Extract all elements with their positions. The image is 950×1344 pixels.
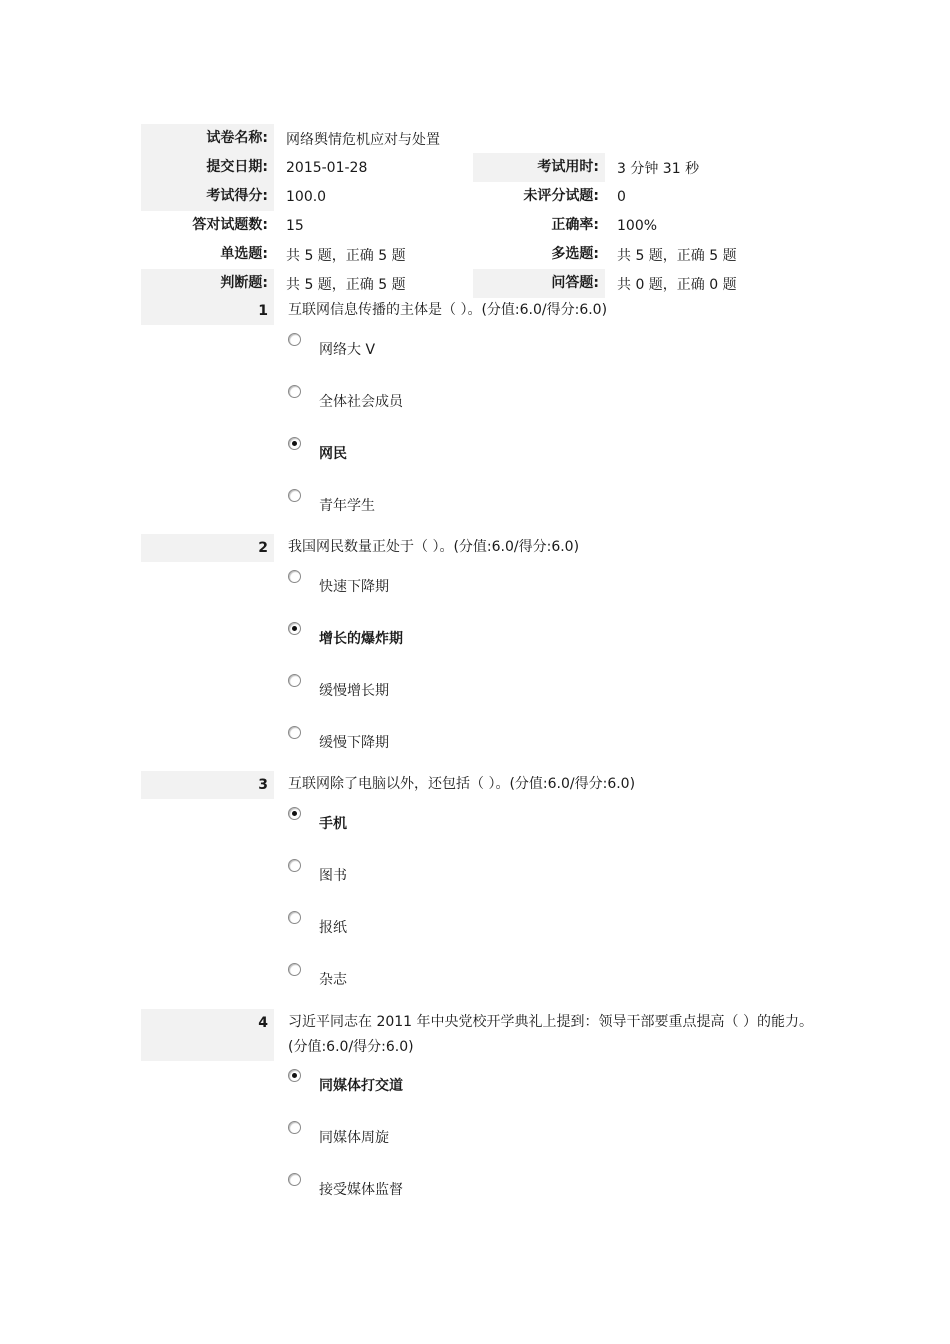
exam-summary [141, 124, 811, 298]
option[interactable] [288, 909, 821, 961]
accuracy-label: 正确率: [551, 217, 599, 233]
radio-button[interactable] [288, 333, 301, 346]
question-3 [141, 771, 821, 1013]
option-label: 网民 [319, 446, 347, 462]
option[interactable] [288, 383, 821, 435]
option[interactable] [288, 1119, 821, 1171]
single-choice-label: 单选题: [220, 246, 268, 262]
option-label: 快速下降期 [319, 579, 389, 595]
single-choice-value: 共 5 题，正确 5 题 [286, 247, 406, 264]
essay-label: 问答题: [473, 269, 605, 298]
paper-name-value: 网络舆情危机应对与处置 [286, 131, 440, 148]
radio-button[interactable] [288, 963, 301, 976]
multi-choice-label: 多选题: [551, 246, 599, 262]
option-label: 杂志 [319, 972, 347, 988]
summary-row-correct [141, 211, 811, 240]
option-label: 缓慢增长期 [319, 683, 389, 699]
option-selected[interactable] [288, 805, 821, 857]
option-list [288, 805, 821, 1013]
ungraded-label: 未评分试题: [523, 188, 599, 204]
correct-count-label: 答对试题数: [192, 217, 268, 233]
judge-label: 判断题: [141, 269, 274, 298]
option-label: 手机 [319, 816, 347, 832]
question-number: 3 [141, 771, 274, 799]
option-label: 增长的爆炸期 [319, 631, 403, 647]
radio-button-selected[interactable] [288, 807, 301, 820]
option-list [288, 568, 821, 776]
radio-button[interactable] [288, 570, 301, 583]
option-list [288, 1067, 821, 1223]
option[interactable] [288, 1171, 821, 1223]
option-selected[interactable] [288, 1067, 821, 1119]
exam-time-value: 3 分钟 31 秒 [617, 160, 700, 177]
option-label: 同媒体打交道 [319, 1078, 403, 1094]
essay-value: 共 0 题，正确 0 题 [617, 276, 737, 293]
question-2 [141, 534, 821, 776]
option-list [288, 331, 821, 539]
option[interactable] [288, 487, 821, 539]
multi-choice-value: 共 5 题，正确 5 题 [617, 247, 737, 264]
radio-button-selected[interactable] [288, 622, 301, 635]
option[interactable] [288, 331, 821, 383]
option-label: 接受媒体监督 [319, 1182, 403, 1198]
summary-row-date [141, 153, 811, 182]
question-4 [141, 1009, 821, 1223]
accuracy-value: 100% [617, 217, 658, 234]
radio-button-selected[interactable] [288, 437, 301, 450]
radio-button[interactable] [288, 1121, 301, 1134]
question-text: 我国网民数量正处于（ ）。(分值:6.0/得分:6.0) [288, 539, 580, 555]
summary-row-single [141, 240, 811, 269]
question-number: 4 [141, 1009, 274, 1061]
radio-button[interactable] [288, 1173, 301, 1186]
option-label: 同媒体周旋 [319, 1130, 389, 1146]
summary-row-judge [141, 269, 811, 298]
submit-date-label: 提交日期: [141, 153, 274, 182]
option[interactable] [288, 672, 821, 724]
exam-score-value: 100.0 [286, 188, 327, 205]
option[interactable] [288, 568, 821, 620]
correct-count-value: 15 [286, 217, 304, 234]
radio-button[interactable] [288, 385, 301, 398]
option-label: 青年学生 [319, 498, 375, 514]
option-label: 图书 [319, 868, 347, 884]
radio-button[interactable] [288, 489, 301, 502]
option-selected[interactable] [288, 435, 821, 487]
option-label: 全体社会成员 [319, 394, 403, 410]
radio-button[interactable] [288, 911, 301, 924]
question-text: 互联网信息传播的主体是（ ）。(分值:6.0/得分:6.0) [288, 302, 608, 318]
question-number: 1 [141, 297, 274, 325]
radio-button[interactable] [288, 859, 301, 872]
option[interactable] [288, 961, 821, 1013]
radio-button-selected[interactable] [288, 1069, 301, 1082]
radio-button[interactable] [288, 726, 301, 739]
ungraded-value: 0 [617, 188, 626, 205]
summary-row-score [141, 182, 811, 211]
radio-button[interactable] [288, 674, 301, 687]
submit-date-value: 2015-01-28 [286, 159, 368, 176]
option-selected[interactable] [288, 620, 821, 672]
exam-score-label: 考试得分: [141, 182, 274, 211]
question-text: 习近平同志在 2011 年中央党校开学典礼上提到：领导干部要重点提高（ ）的能力。(分值:6.0/得分:6.0) [288, 1014, 813, 1055]
option-label: 报纸 [319, 920, 347, 936]
judge-value: 共 5 题，正确 5 题 [286, 276, 406, 293]
summary-row-paper [141, 124, 811, 153]
paper-name-label: 试卷名称: [141, 124, 274, 153]
question-number: 2 [141, 534, 274, 562]
option-label: 缓慢下降期 [319, 735, 389, 751]
option-label: 网络大 V [319, 342, 376, 358]
option[interactable] [288, 857, 821, 909]
exam-time-label: 考试用时: [473, 153, 605, 182]
question-1 [141, 297, 821, 539]
question-text: 互联网除了电脑以外，还包括（ ）。(分值:6.0/得分:6.0) [288, 776, 636, 792]
option[interactable] [288, 724, 821, 776]
